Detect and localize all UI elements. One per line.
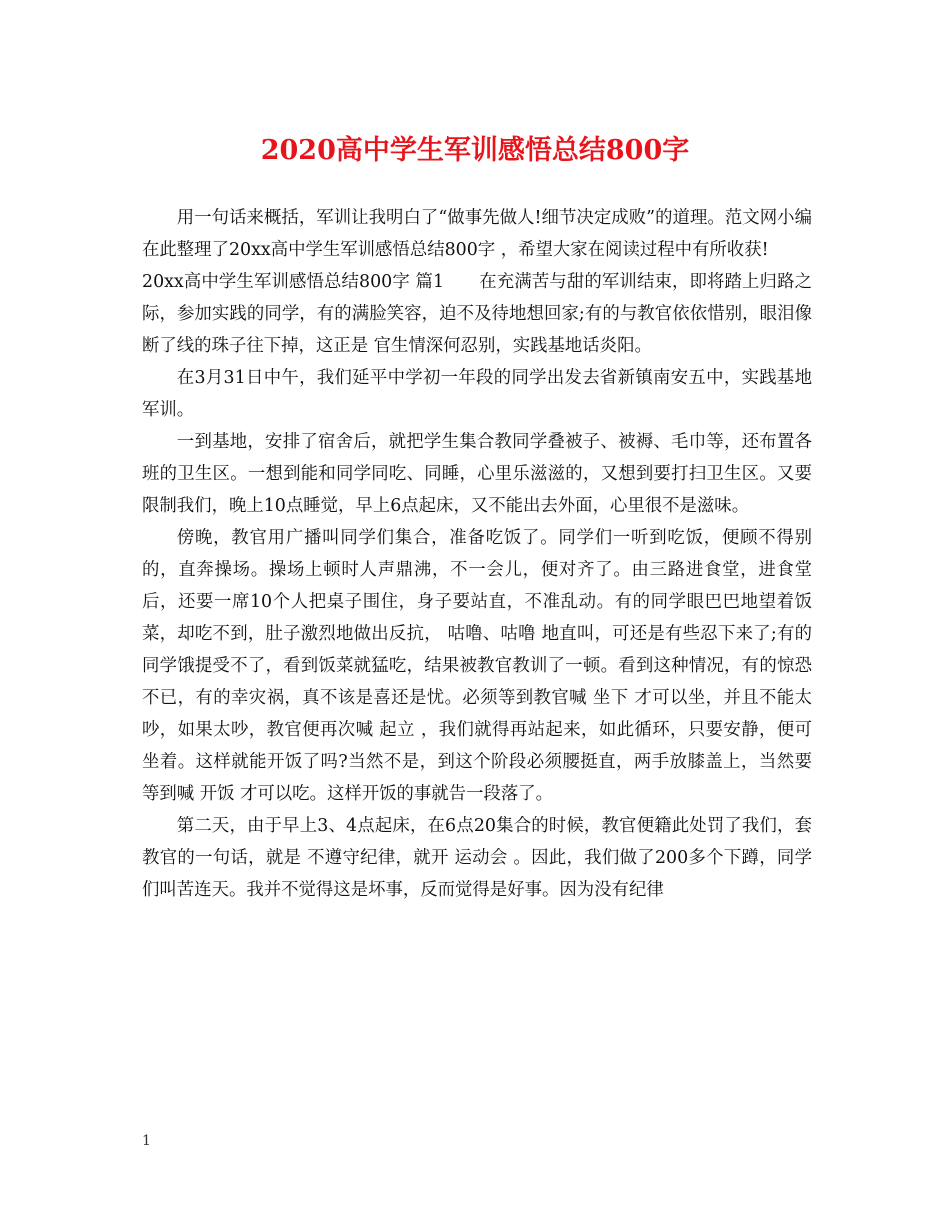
paragraph-section-heading: 20xx高中学生军训感悟总结800字 篇1 在充满苦与甜的军训结束，即将踏上归路之际，参加实践的同学，有的满脸笑容，迫不及待地想回家;有的与教官依依惜别，眼泪像断了线的珠子往下掉，这正是 官生情深何忍别，实践基地话炎阳。 xyxy=(142,272,812,356)
paragraph: 第二天，由于早上3、4点起床，在6点20集合的时候，教官便籍此处罚了我们，套教官的一句话，就是 不遵守纪律，就开 运动会 。因此，我们做了200多个下蹲，同学们叫苦连天。我并不觉得这是坏事，反而觉得是好事。因为没有纪律 xyxy=(142,816,812,900)
page-number: 1 xyxy=(142,1133,151,1149)
paragraph: 傍晚，教官用广播叫同学们集合，准备吃饭了。同学们一听到吃饭，便顾不得别的，直奔操场。操场上顿时人声鼎沸，不一会儿，便对齐了。由三路进食堂，进食堂后，还要一席10个人把桌子围住，身子要站直，不准乱动。有的同学眼巴巴地望着饭菜，却吃不到，肚子激烈地做出反抗， 咕噜、咕噜 地直叫，可还是有些忍下来了;有的同学饿提受不了，看到饭菜就猛吃，结果被教官教训了一顿。看到这种情况，有的惊恐不已，有的幸灾祸，真不该是喜还是忧。必须等到教官喊 坐下 才可以坐，并且不能太吵，如果太吵，教官便再次喊 起立 ，我们就得再站起来，如此循环，只要安静，便可坐着。这样就能开饭了吗?当然不是，到这个阶段必须腰挺直，两手放膝盖上，当然要等到喊 开饭 才可以吃。这样开饭的事就告一段落了。 xyxy=(142,528,812,804)
document-title: 2020高中学生军训感悟总结800字 xyxy=(260,135,690,166)
document-body xyxy=(142,202,812,906)
paragraph: 一到基地，安排了宿舍后，就把学生集合教同学叠被子、被褥、毛巾等，还布置各班的卫生区。一想到能和同学同吃、同睡，心里乐滋滋的，又想到要打扫卫生区。又要限制我们，晚上10点睡觉，早上6点起床，又不能出去外面，心里很不是滋味。 xyxy=(142,432,812,516)
paragraph: 在3月31日中午，我们延平中学初一年段的同学出发去省新镇南安五中，实践基地军训。 xyxy=(142,368,812,420)
paragraph-intro: 用一句话来概括，军训让我明白了“做事先做人!细节决定成败”的道理。范文网小编在此整理了20xx高中学生军训感悟总结800字 ，希望大家在阅读过程中有所收获! xyxy=(142,208,812,260)
